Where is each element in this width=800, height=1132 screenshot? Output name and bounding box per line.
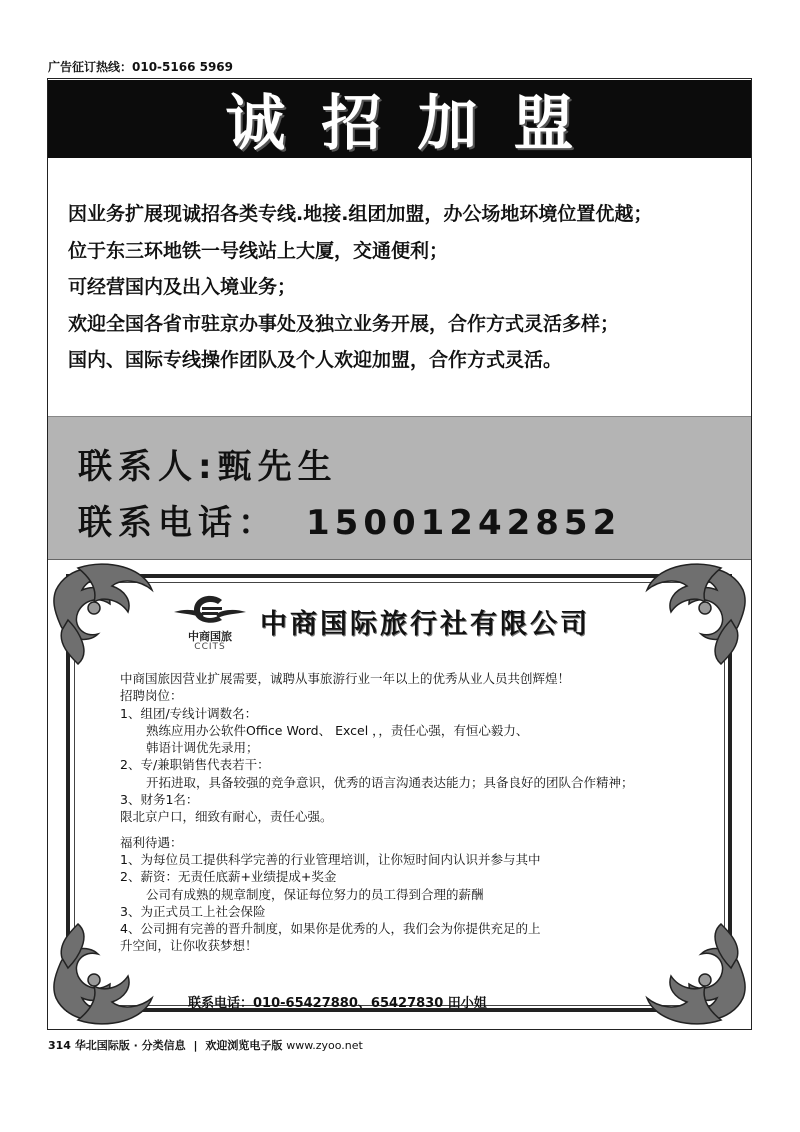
page-number: 314	[48, 1039, 71, 1052]
contact-phone-row	[78, 495, 621, 544]
join-line: 欢迎全国各省市驻京办事处及独立业务开展，合作方式灵活多样；	[68, 312, 620, 335]
benefit-detail: 公司有成熟的规章制度，保证每位努力的员工得到合理的薪酬	[146, 886, 484, 902]
footer-section: 华北国际版 · 分类信息	[74, 1039, 186, 1052]
position-title: 3、财务1名：	[120, 792, 199, 808]
benefit-detail: 升空间，让你收获梦想！	[120, 938, 258, 954]
recruit-contact: 联系电话：010-65427880、65427830 田小姐	[188, 996, 487, 1011]
position-detail: 熟练应用办公软件Office Word、 Excel ，，责任心强，有恒心毅力、	[146, 722, 529, 738]
footer-divider: |	[193, 1039, 198, 1052]
benefit-item: 3、为正式员工上社会保险	[120, 903, 266, 919]
contact-phone-label: 联系电话：	[78, 503, 278, 543]
positions-heading: 招聘岗位：	[120, 688, 183, 704]
benefits-heading: 福利待遇：	[120, 834, 183, 850]
company-name: 中商国际旅行社有限公司	[260, 609, 590, 640]
recruit-ad	[48, 560, 751, 1028]
benefit-item: 1、为每位员工提供科学完善的行业管理培训，让你短时间内认识并参与其中	[120, 851, 541, 867]
join-line: 可经营国内及出入境业务；	[68, 276, 297, 298]
position-detail: 限北京户口，细致有耐心，责任心强。	[120, 809, 333, 825]
corner-ornament-icon	[641, 560, 751, 670]
recruit-body	[120, 670, 740, 955]
position-detail: 开拓进取，具备较强的竞争意识，优秀的语言沟通表达能力；具备良好的团队合作精神；	[146, 774, 634, 790]
recruit-intro: 中商国旅因营业扩展需要，诚聘从事旅游行业一年以上的优秀从业人员共创辉煌！	[120, 671, 571, 686]
banner-title: 诚招加盟	[225, 89, 610, 159]
corner-ornament-icon	[48, 560, 158, 670]
logo-en: CCITS	[194, 642, 226, 652]
page-footer	[48, 1037, 363, 1053]
footer-slogan: 欢迎浏览电子版	[205, 1039, 283, 1052]
join-line: 因业务扩展现诚招各类专线.地接.组团加盟，办公场地环境位置优越；	[68, 203, 653, 225]
contact-band	[48, 416, 751, 560]
join-line: 国内、国际专线操作团队及个人欢迎加盟，合作方式灵活。	[68, 349, 563, 371]
contact-phone-number: 15001242852	[306, 503, 622, 543]
title-banner	[48, 80, 751, 158]
contact-person: 联系人:甄先生	[78, 447, 338, 487]
position-detail: 韩语计调优先录用；	[146, 740, 259, 756]
position-title: 2、专/兼职销售代表若干：	[120, 757, 270, 773]
join-ad-body	[68, 196, 748, 379]
logo-cn: 中商国旅	[188, 630, 232, 643]
benefit-item: 2、薪资：无责任底薪+业绩提成+奖金	[120, 869, 337, 885]
position-title: 1、组团/专线计调数名：	[120, 705, 258, 721]
benefit-item: 4、公司拥有完善的晋升制度，如果你是优秀的人，我们会为你提供充足的上	[120, 921, 541, 937]
join-line: 位于东三环地铁一号线站上大厦，交通便利；	[68, 239, 449, 262]
ad-hotline: 广告征订热线：010-5166 5969	[48, 60, 234, 74]
footer-url[interactable]: www.zyoo.net	[286, 1039, 363, 1052]
